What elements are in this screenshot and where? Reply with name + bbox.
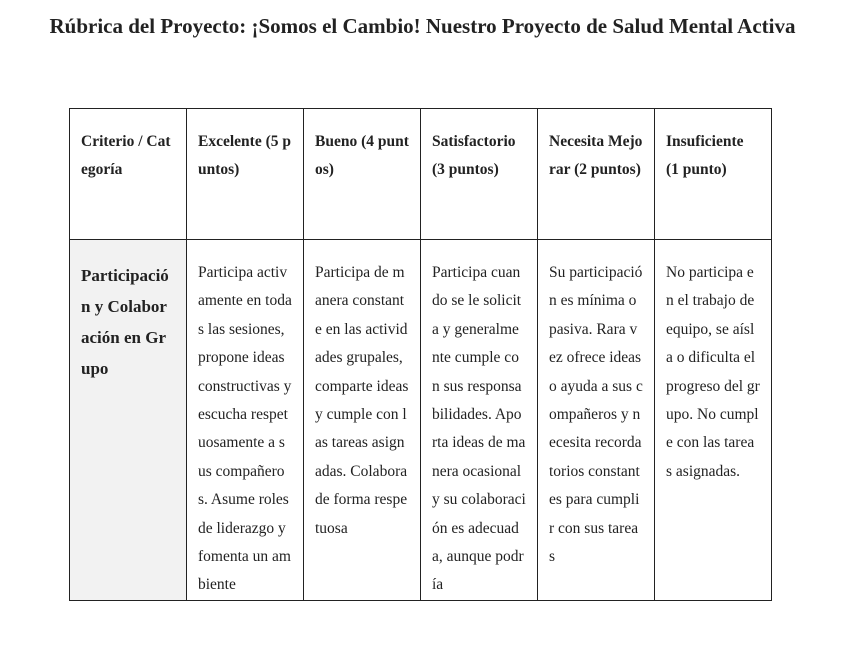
header-criterio: Criterio / Categoría	[70, 109, 187, 240]
cell-necesita-mejorar: Su participación es mínima o pasiva. Rara vez ofrece ideas o ayuda a sus compañeros y necesita recordatorios constantes para cumplir con sus tareas	[538, 240, 655, 601]
cell-excelente: Participa activamente en todas las sesiones, propone ideas constructivas y escucha respetuosamente a sus compañeros. Asume roles de liderazgo y fomenta un ambiente	[187, 240, 304, 601]
cell-bueno: Participa de manera constante en las actividades grupales, comparte ideas y cumple con las tareas asignadas. Colabora de forma respetuosa	[304, 240, 421, 601]
page-title: Rúbrica del Proyecto: ¡Somos el Cambio! Nuestro Proyecto de Salud Mental Activa	[49, 14, 796, 38]
cell-insuficiente: No participa en el trabajo de equipo, se aísla o dificulta el progreso del grupo. No cumple con las tareas asignadas.	[655, 240, 772, 601]
criterion-cell: Participación y Colaboración en Grupo	[70, 240, 187, 601]
header-row	[70, 109, 772, 240]
rubric-table	[69, 108, 772, 601]
cell-satisfactorio: Participa cuando se le solicita y generalmente cumple con sus responsabilidades. Aporta ideas de manera ocasional y su colaboración es adecuada, aunque podría	[421, 240, 538, 601]
table-row	[70, 240, 772, 601]
header-excelente: Excelente (5 puntos)	[187, 109, 304, 240]
header-necesita-mejorar: Necesita Mejorar (2 puntos)	[538, 109, 655, 240]
header-insuficiente: Insuficiente (1 punto)	[655, 109, 772, 240]
header-satisfactorio: Satisfactorio (3 puntos)	[421, 109, 538, 240]
header-bueno: Bueno (4 puntos)	[304, 109, 421, 240]
